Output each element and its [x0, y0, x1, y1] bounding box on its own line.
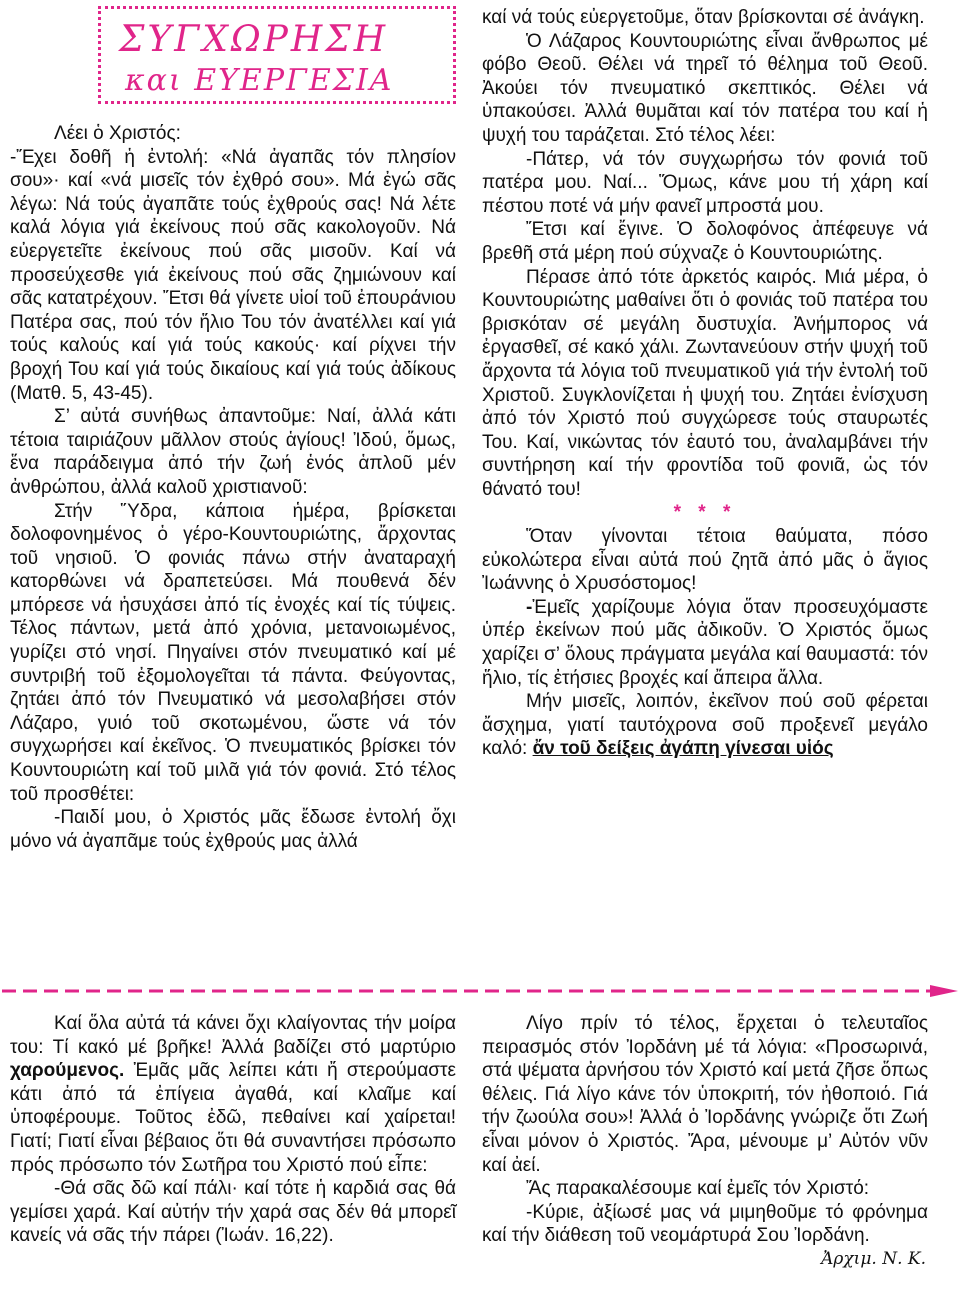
title-line-1: ΣΥΓΧΩΡΗΣΗ [119, 19, 389, 60]
paragraph: Ἄς παρακαλέσουμε καί ἐμεῖς τόν Χριστό: [526, 1178, 870, 1200]
paragraph: -Κύριε, ἀξίωσέ μας νά μιμηθοῦμε τό φρόνημα καί τήν διάθεση τοῦ νεομάρτυρά Σου Ἰορδάνη. [482, 1201, 928, 1247]
paragraph [482, 596, 928, 690]
right-column-top [482, 6, 928, 761]
paragraph: -Παιδί μου, ὁ Χριστός μᾶς ἔδωσε ἐντολή ὄχι μόνο νά ἀγαπᾶμε τούς ἐχθρούς μας ἀλλά [10, 807, 456, 852]
paragraph-text: Μήν μισεῖς, λοιπόν, ἐκεῖνον πού σοῦ φέρεται ἄσχημα, γιατί ταυτόχρονα σοῦ προξενεῖ μεγάλο καλό: [482, 691, 928, 760]
paragraph-text: Καί ὅλα αὐτά τά κάνει ὄχι κλαίγοντας τήν μοίρα του: Τί κακό μέ βρῆκε! Ἀλλά βαδίζει στό μαρτύριο [10, 1013, 456, 1058]
paragraph [10, 1012, 456, 1177]
paragraph: Πέρασε ἀπό τότε ἀρκετός καιρός. Μιά μέρα, ὁ Κουντουριώτης μαθαίνει ὅτι ὁ φονιάς τοῦ πατέρα του βρισκόταν σέ μεγάλη δυστυχία. Ἀνήμπορος νά ἐργασθεῖ, σέ κακό χάλι. Ζωντανεύουν στήν ψυχή τοῦ ἄρχοντα τά λόγια τοῦ πνευματικοῦ γιά τήν ἐντολή τοῦ Χριστοῦ. Συγκλονίζεται ἡ ψυχή του. Ζητάει ἐνίσχυση ἀπό τόν Χριστό πού συγχώρεσε τούς σταυρωτές Του. Καί, νικώντας τόν ἑαυτό του, ἀναλαμβάνει τήν συντήρηση καί τήν φροντίδα τοῦ φονιᾶ, ὡς τόν θάνατό του! [482, 266, 928, 500]
title-box [98, 6, 456, 104]
paragraph: Στήν Ὕδρα, κάποια ἡμέρα, βρίσκεται δολοφονημένος ὁ γέρο-Κουντουριώτης, ἄρχοντας τοῦ νησιοῦ. Ὁ φονιάς πάνω στήν ἀναταραχή κατορθώνει νά δραπετεύσει. Μά πουθενά δέν μπόρεσε νά ἡσυχάσει ἀπό τίς ἐνοχές καί τίς τύψεις. Τέλος πάντων, μετά ἀπό χρόνια, μετανοιωμένος, γυρίζει στό νησί. Πηγαίνει στόν πνευματικό καί μέ συντριβή τοῦ ἐξομολογεῖται τά πάντα. Φεύγοντας, ζητάει ἀπό τόν Πνευματικό νά μεσολαβήσει στόν Λάζαρο, γυιό τοῦ σκοτωμένου, ὥστε νά τόν συγχωρήσει καί ἐκεῖνος. Ὁ πνευματικός βρίσκει τόν Κουντουριώτη καί τοῦ μιλᾶ γιά τόν φονιά. Στό τέλος τοῦ προσθέτει: [10, 500, 456, 805]
paragraph: Ἔτσι καί ἔγινε. Ὁ δολοφόνος ἀπέφευγε νά βρεθῆ στά μέρη πού σύχναζε ὁ Κουντουριώτης. [482, 219, 928, 264]
paragraph: -Ἔχει δοθῆ ἡ ἐντολή: «Νά ἀγαπᾶς τόν πλησίον σου»· καί «νά μισεῖς τόν ἐχθρό σου». Μά ἐγώ σᾶς λέγω: Νά τούς ἀγαπᾶτε τούς ἐχθρούς σας! Νά λέτε καλά λόγια γιά ἐκείνους πού σᾶς κακολογοῦν. Νά εὐεργετεῖτε ἐκείνους πού σᾶς μισοῦν. Καί νά προσεύχεσθε γιά ἐκείνους πού σᾶς ζημιώνουν καί σᾶς κατατρέχουν. Ἔτσι θά γίνετε υἱοί τοῦ ἐπουράνιου Πατέρα σας, πού τόν ἥλιο Του τόν ἀνατέλλει καί γιά τούς καλούς καί γιά τούς κακούς· καί ρίχνει τήν βροχή Του καί γιά τούς δικαίους καί γιά τούς ἀδίκους (Ματθ. 5, 43-45). [10, 146, 456, 404]
paragraph: -Πάτερ, νά τόν συγχωρήσω τόν φονιά τοῦ πατέρα μου. Ναί... Ὅμως, κάνε μου τή χάρη καί πέστου ποτέ νά μήν φανεῖ μπροστά μου. [482, 148, 928, 217]
right-column-bottom [482, 1012, 928, 1272]
paragraph-text: Ἐμεῖς χαρίζουμε λόγια ὅταν προσευχόμαστε ὑπέρ ἐκείνων πού μᾶς ἀδικοῦν. Ὁ Χριστός ὅμως χαρίζει σ’ ὅλους πράγματα μεγάλα καί θαυμαστά: τόν ἥλιο, τίς ἐτήσιες βροχές καί ἄπειρα ἄλλα. [482, 596, 928, 689]
title-line-2: και ΕΥΕΡΓΕΣΙΑ [125, 63, 394, 98]
paragraph [482, 690, 928, 761]
emphasis-text: χαρούμενος. [10, 1060, 125, 1082]
paragraph-text: Ἐμᾶς μᾶς λείπει κάτι ἤ στερούμαστε κάτι ἀπό τά ἐπίγεια ἀγαθά, καί κλαῖμε καί ὑποφέρουμε. Τοῦτος ἐδῶ, πεθαίνει καί χαίρεται! Γιατί; Γιατί εἶναι βέβαιος ὅτι θά συναντήσει πρόσωπο πρός πρόσωπο τόν Σωτῆρα του Χριστό πού εἶπε: [10, 1060, 457, 1176]
section-separator: * * * [673, 502, 737, 524]
paragraph: Ὅταν γίνονται τέτοια θαύματα, πόσο εὐκολώτερα εἶναι αὐτά πού ζητᾶ ἀπό μᾶς ὁ ἅγιος Ἰωάννης ὁ Χρυσόστομος! [482, 526, 928, 595]
signature: Ἀρχιμ. Ν. Κ. [821, 1248, 926, 1269]
arrow-head-icon [930, 985, 958, 997]
left-column-bottom [10, 1012, 456, 1248]
paragraph: καί νά τούς εὐεργετοῦμε, ὅταν βρίσκονται σέ ἀνάγκη. [482, 7, 925, 28]
dashed-divider-arrow [0, 984, 960, 998]
left-column-top [10, 122, 456, 853]
emphasis-text: ἄν τοῦ δείξεις ἀγάπη γίνεσαι υἱός [532, 738, 834, 760]
paragraph: Λίγο πρίν τό τέλος, ἔρχεται ὁ τελευταῖος πειρασμός στόν Ἰορδάνη μέ τά λόγια: «Προσωρινά, στά ψέματα ἀρνήσου τόν Χριστό καί μετά ζῆσε ὅπως θέλεις. Γιά λίγο κάνε τόν ὑποκριτή, τόν ἠθοποιό. Γιά τήν ζωούλα σου»! Ἀλλά ὁ Ἰορδάνης γνώριζε ὅτι Ζωή εἶναι μόνον ὁ Χριστός. Ἄρα, μένουμε μ’ Αὐτόν νῦν καί ἀεί. [482, 1013, 928, 1176]
dash-mark: - [526, 596, 533, 618]
paragraph: Ὁ Λάζαρος Κουντουριώτης εἶναι ἄνθρωπος μέ φόβο Θεοῦ. Θέλει νά τηρεῖ τό θέλημα τοῦ Θεοῦ. Ἀκούει τόν πνευματικό σκεπτικός. Θέλει νά ὑπακούσει. Ἀλλά θυμᾶται καί τόν πατέρα του καί ἡ ψυχή του ταράζεται. Στό τέλος λέει: [482, 30, 928, 146]
paragraph: Σ’ αὐτά συνήθως ἀπαντοῦμε: Ναί, ἀλλά κάτι τέτοια ταιριάζουν μᾶλλον στούς ἁγίους! Ἰδού, ὅμως, ἕνα παράδειγμα ἀπό τήν ζωή ἑνός ἁπλοῦ μέν ἀνθρώπου, ἀλλά καλοῦ χριστιανοῦ: [10, 406, 456, 498]
quote-heading: Λέει ὁ Χριστός: [54, 123, 181, 144]
paragraph: -Θά σᾶς δῶ καί πάλι· καί τότε ἡ καρδιά σας θά γεμίσει χαρά. Καί αὐτήν τήν χαρά σας δέν θά μπορεῖ κανείς νά σᾶς τήν πάρει (Ἰωάν. 16,22). [10, 1178, 456, 1247]
